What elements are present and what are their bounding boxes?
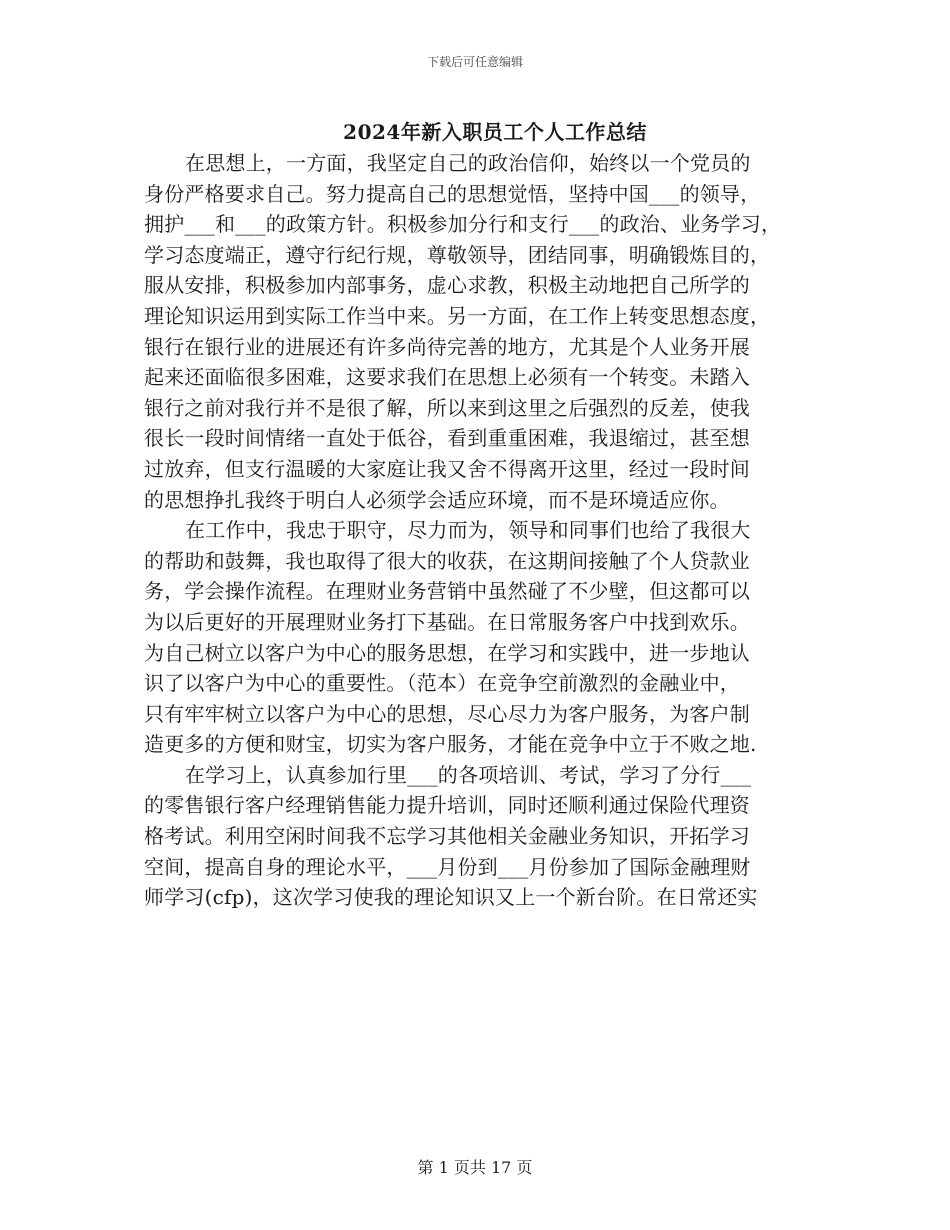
text-line: 服从安排，积极参加内部事务，虚心求教，积极主动地把自己所学的: [144, 273, 750, 298]
text-line: 造更多的方便和财宝，切实为客户服务，才能在竞争中立于不败之地.: [144, 732, 757, 757]
text-line: 在工作中，我忠于职守，尽力而为，领导和同事们也给了我很大: [185, 518, 751, 543]
text-line: 的零售银行客户经理销售能力提升培训，同时还顺利通过保险代理资: [144, 793, 750, 818]
document-title: 2024年新入职员工个人工作总结: [343, 120, 647, 144]
text-line: 只有牢牢树立以客户为中心的思想，尽心尽力为客户服务，为客户制: [144, 701, 750, 726]
text-line: 空间，提高自身的理论水平，___月份到___月份参加了国际金融理财: [144, 854, 751, 879]
text-line: 起来还面临很多困难，这要求我们在思想上必须有一个转变。未踏入: [144, 365, 750, 390]
text-line: 在思想上，一方面，我坚定自己的政治信仰，始终以一个党员的: [185, 151, 751, 175]
text-line: 为自己树立以客户为中心的服务思想，在学习和实践中，进一步地认: [144, 640, 750, 665]
text-line: 学习态度端正，遵守行纪行规，尊敬领导，团结同事，明确锻炼目的，: [144, 242, 771, 267]
page-footer: 第 1 页共 17 页: [417, 1158, 533, 1177]
text-line: 过放弃，但支行温暖的大家庭让我又舍不得离开这里，经过一段时间: [144, 456, 750, 481]
text-line: 银行在银行业的进展还有许多尚待完善的地方，尤其是个人业务开展: [144, 334, 750, 359]
text-line: 师学习(cfp)，这次学习使我的理论知识又上一个新台阶。在日常还实: [144, 885, 758, 910]
text-line: 银行之前对我行并不是很了解，所以来到这里之后强烈的反差，使我: [144, 395, 750, 420]
text-line: 为以后更好的开展理财业务打下基础。在日常服务客户中找到欢乐。: [144, 609, 750, 634]
text-line: 的帮助和鼓舞，我也取得了很大的收获，在这期间接触了个人贷款业: [144, 548, 750, 573]
document-body: [144, 148, 804, 913]
text-line: 格考试。利用空闲时间我不忘学习其他相关金融业务知识，开拓学习: [144, 824, 750, 849]
text-line: 身份严格要求自己。努力提高自己的思想觉悟，坚持中国___的领导，: [144, 181, 761, 206]
text-line: 的思想挣扎我终于明白人必须学会适应环境，而不是环境适应你。: [144, 487, 730, 512]
text-line: 拥护___和___的政策方针。积极参加分行和支行___的政治、业务学习，: [144, 212, 782, 237]
header-note: 下载后可任意编辑: [426, 55, 523, 69]
text-line: 识了以客户为中心的重要性。（范本）在竞争空前激烈的金融业中，: [144, 671, 740, 696]
text-line: 理论知识运用到实际工作当中来。另一方面，在工作上转变思想态度，: [144, 303, 771, 328]
text-line: 务，学会操作流程。在理财业务营销中虽然碰了不少壁，但这都可以: [144, 579, 750, 604]
text-line: 在学习上，认真参加行里___的各项培训、考试，学习了分行___: [185, 762, 752, 787]
text-line: 很长一段时间情绪一直处于低谷，看到重重困难，我退缩过，甚至想: [144, 426, 750, 451]
